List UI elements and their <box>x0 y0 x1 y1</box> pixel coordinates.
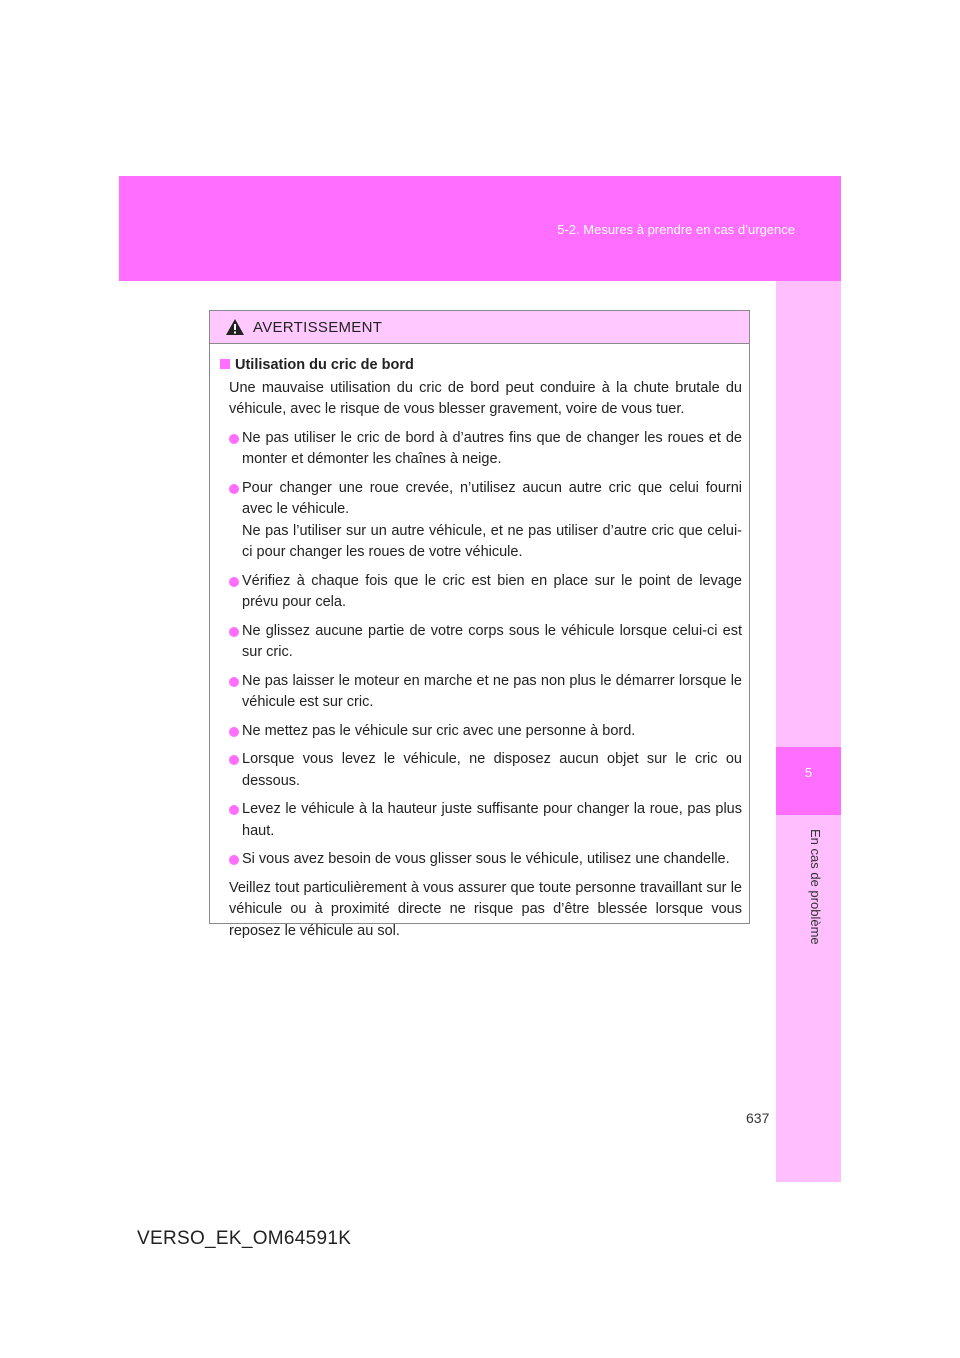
bullet-dot-icon <box>229 577 239 587</box>
list-item: Ne glissez aucune partie de votre corps sous le véhicule lorsque celui-ci est sur cric. <box>220 621 742 664</box>
list-item-continuation: Ne pas l’utiliser sur un autre véhicule, et ne pas utiliser d’autre cric que celui-ci pour changer les roues de votre véhicule. <box>242 522 742 560</box>
warning-title: AVERTISSEMENT <box>253 318 383 336</box>
bullet-dot-icon <box>229 627 239 637</box>
list-item: Ne mettez pas le véhicule sur cric avec une personne à bord. <box>220 721 742 743</box>
list-item: Ne pas utiliser le cric de bord à d’autres fins que de changer les roues et de monter et démonter les chaînes à neige. <box>220 428 742 471</box>
square-bullet-icon <box>220 359 230 369</box>
list-item: Pour changer une roue crevée, n’utilisez aucun autre cric que celui fourni avec le véhicule. <box>220 478 742 521</box>
bullet-dot-icon <box>229 755 239 765</box>
chapter-side-tab <box>776 281 841 1182</box>
list-item: Vérifiez à chaque fois que le cric est bien en place sur le point de levage prévu pour cela. <box>220 571 742 614</box>
bullet-dot-icon <box>229 855 239 865</box>
list-item: Si vous avez besoin de vous glisser sous le véhicule, utilisez une chandelle. <box>220 849 742 871</box>
bullet-dot-icon <box>229 434 239 444</box>
header-band <box>119 176 841 281</box>
bullet-dot-icon <box>229 677 239 687</box>
warning-body <box>210 344 749 942</box>
list-item: Ne pas laisser le moteur en marche et ne pas non plus le démarrer lorsque le véhicule est sur cric. <box>220 671 742 714</box>
section-title: 5-2. Mesures à prendre en cas d’urgence <box>557 222 795 237</box>
chapter-label: En cas de problème <box>808 829 823 945</box>
bullet-dot-icon <box>229 805 239 815</box>
page-number: 637 <box>746 1110 770 1126</box>
warning-triangle-icon <box>225 318 245 336</box>
chapter-number-box <box>776 747 841 815</box>
list-item: Lorsque vous levez le véhicule, ne disposez aucun objet sur le cric ou dessous. <box>220 749 742 792</box>
bullet-dot-icon <box>229 484 239 494</box>
document-code: VERSO_EK_OM64591K <box>137 1228 352 1249</box>
list-item: Levez le véhicule à la hauteur juste suffisante pour changer la roue, pas plus haut. <box>220 799 742 842</box>
warning-box <box>209 310 750 939</box>
bullet-dot-icon <box>229 727 239 737</box>
warning-intro: Une mauvaise utilisation du cric de bord peut conduire à la chute brutale du véhicule, avec le risque de vous blesser gravement, voire de vous tuer. <box>229 379 742 417</box>
warning-closing: Veillez tout particulièrement à vous assurer que toute personne travaillant sur le véhicule ou à proximité directe ne risque pas d’être blessée lorsque vous reposez le véhicule au sol. <box>229 879 742 939</box>
warning-header <box>210 311 749 344</box>
chapter-number: 5 <box>804 765 813 780</box>
warning-subheading: Utilisation du cric de bord <box>220 355 742 377</box>
